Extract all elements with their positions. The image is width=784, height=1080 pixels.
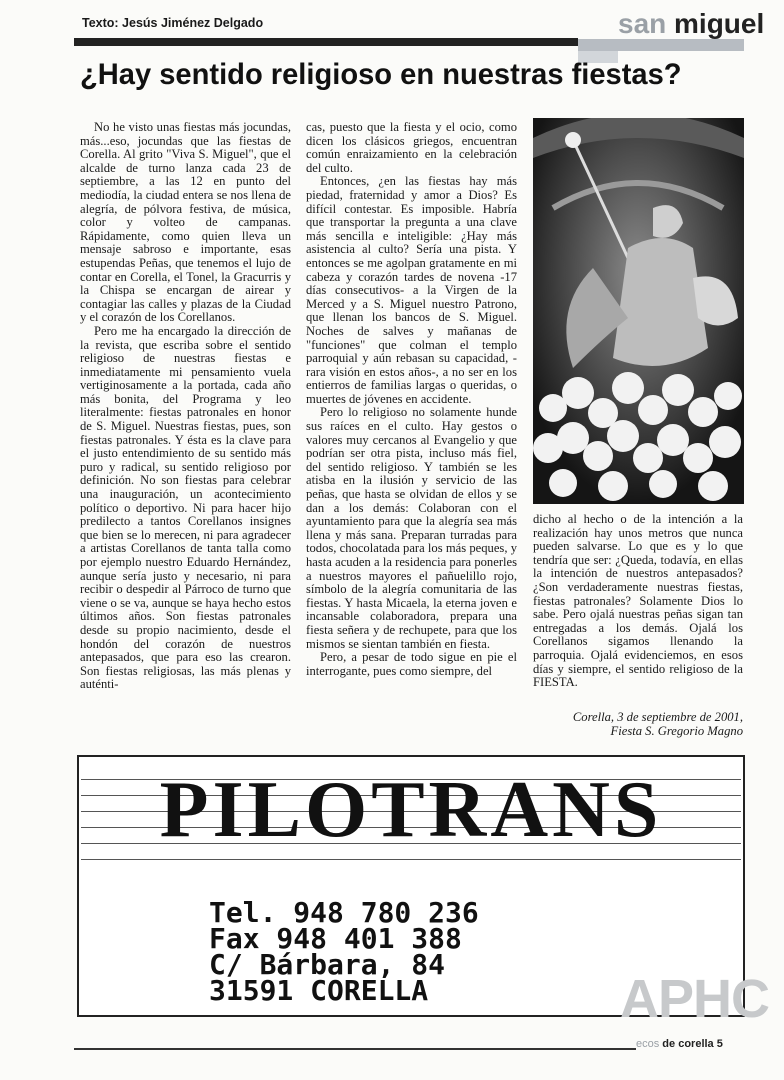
- ad-fax: Fax 948 401 388: [209, 922, 462, 955]
- paragraph: Entonces, ¿en las fiestas hay más piedad, fraternidad y amor a Dios? Es difícil contestar. Es imposible. Habría que transportar la pregunta a una clave más sencilla e inteligible: ¿Hay más asistencia al culto? Sería una pista. Y entonces se me agolpan gratamente en mi cabeza y corazón tardes de novena -17 días consecutivos- a la Virgen de la Merced y a S. Miguel nuestro Patrono, que llenan los bancos de S. Miguel. Noches de salves y mañanas de "funciones" que colman el templo parroquial y aún rebasan su capacidad, - rara visión en estos años-, a no ser en los entierros de familias largas o queridas, o muertes de jóvenes en accidente.: [306, 174, 517, 406]
- aphc-watermark: APHC: [620, 969, 770, 1029]
- paragraph: No he visto unas fiestas más jocundas, más...eso, jocundas que las fiestas de Corella. Al grito "Viva S. Miguel", que el alcalde de turno lanza cada 23 de septiembre, a las 12 en punto del mediodía, la ciudad entera se nos llena de alegría, de pólvora festiva, de música, color y volteo de campanas. Rápidamente, como quien lleva un mensaje sabroso e importante, esas estupendas Peñas, que tenemos el lujo de contar en Corella, el Tonel, la Gracurris y la Chispa se encargan de airear y contagiar las calles y plazas de la Ciudad y el corazón de los Corellanos.: [80, 120, 291, 325]
- page-footer: [636, 1038, 723, 1050]
- section-label-san: san: [618, 8, 675, 39]
- dateline-feast: Fiesta S. Gregorio Magno: [610, 724, 743, 738]
- statue-illustration: [533, 118, 744, 504]
- article-column-3: [533, 513, 743, 690]
- dateline-place-date: Corella, 3 de septiembre de 2001,: [572, 710, 743, 724]
- dateline: [533, 710, 743, 738]
- ad-brand: PILOTRANS: [159, 766, 663, 854]
- footer-de: de: [659, 1038, 679, 1050]
- page-number: 5: [713, 1038, 723, 1050]
- section-label: [618, 8, 764, 40]
- paragraph: cas, puesto que la fiesta y el ocio, como dicen los clásicos griegos, encuentran común enraizamiento en la celebración del culto.: [306, 120, 517, 175]
- angel-body: [613, 238, 708, 366]
- paragraph: Pero lo religioso no solamente hunde sus raíces en el culto. Hay gestos o valores muy cercanos al Evangelio y que podrían ser otra pista, incluso más fiel, del sentido religioso. Y también se les atisba en la ilusión y servicio de las peñas, que hasta se olvidan de ellos y se dan a los demás: Colaboran con el ayuntamiento para que la alegría sea más llena y más sana. Preparan turradas para todos, chocolatada para los más peques, y hasta acuden a la residencia para ponerles a nuestros mayores el pañuelillo rojo, símbolo de la alegría comunitaria de las fiestas. Y hasta Micaela, la eterna joven e incansable colaboradora, prepara una fiesta señera y de rechupete, para que los mismos se sientan también en fiesta.: [306, 405, 517, 651]
- article-title: ¿Hay sentido religioso en nuestras fiestas?: [80, 58, 682, 91]
- header-rule: [74, 38, 578, 46]
- paragraph: Pero, a pesar de todo sigue en pie el interrogante, pues como siempre, del: [306, 650, 517, 678]
- footer-ecos: ecos: [636, 1038, 660, 1050]
- spear-tip: [565, 132, 581, 148]
- article-column-1: [80, 121, 291, 692]
- section-bar: [578, 39, 744, 51]
- ad-phone: Tel. 948 780 236: [209, 896, 479, 929]
- ad-city: 31591 CORELLA: [209, 974, 429, 1007]
- article-column-2: [306, 121, 517, 678]
- footer-rule: [74, 1048, 636, 1050]
- paragraph: Pero me ha encargado la dirección de la revista, que escriba sobre el sentido religioso de nuestras fiestas e inmediatamente mi pensamiento vuela vertiginosamente a la portada, cada año más bonita, del Programa y leo literalmente: fiestas patronales en honor de S. Miguel. Nuestras fiestas, pues, son fiestas patronales. Y ésta es la clave para el justo entendimiento de su sentido más puro y radical, su sentido religioso por definición. No son fiestas para celebrar una inauguración, un acontecimiento político o deportivo. Ni para hacer hijo predilecto a tantos Corellanos insignes que bien se lo merecen, ni para agradecer a artistas Corellanos de tanta talla como por ejemplo nuestro Eduardo Hernández, aunque sería justo y necesario, ni para recibir o despedir al Párroco de turno que viene o se va, aunque se haya hecho estos últimos años. Son fiestas patronales desde su propio nacimiento, desde el hondón del corazón de nuestros antepasados, que para eso las crearon. Son fiestas religiosas, las más plenas y auténti-: [80, 323, 291, 692]
- footer-corella: corella: [678, 1038, 714, 1050]
- san-miguel-statue-photo: [533, 118, 744, 504]
- ad-address: C/ Bárbara, 84: [209, 948, 446, 981]
- paragraph: dicho al hecho o de la intención a la realización hay unos metros que nunca pueden salvarse. Lo que es y lo que tendría que ser: ¿Queda, todavía, en ellas la intención de nuestros antepasados? ¿Son verdaderamente nuestras fiestas, fiestas patronales? Solamente Dios lo sabe. Pero ojalá nuestras peñas sigan tan entregadas a los demás. Ojalá los Corellanos sigamos llenando la parroquia. Ojalá evidenciemos, en esos días y siempre, el sentido religioso de la FIESTA.: [533, 512, 743, 690]
- section-label-miguel: miguel: [674, 8, 765, 39]
- author-credit: Texto: Jesús Jiménez Delgado: [82, 16, 264, 30]
